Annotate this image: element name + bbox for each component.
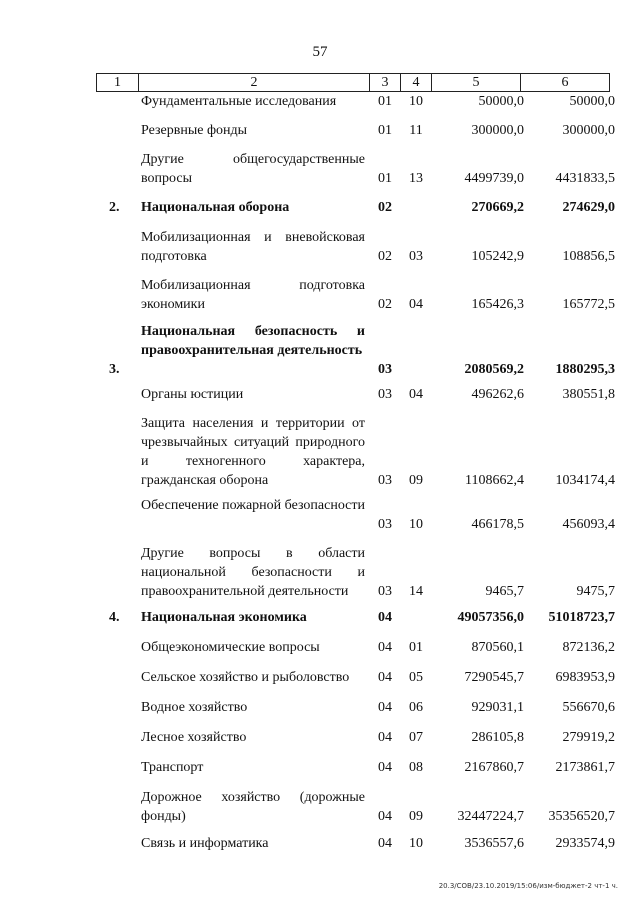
row-sum-2: 4431833,5 <box>555 171 615 186</box>
row-sum-2: 6983953,9 <box>555 670 615 685</box>
row-name: Дорожное хозяйство (дорожные фонды) <box>141 790 365 824</box>
row-razdel: 04 <box>378 809 392 824</box>
row-name: Другие вопросы в области национальной безопасности и правоохранительной деятельности <box>141 546 365 599</box>
row-sum-2: 50000,0 <box>569 94 615 109</box>
row-sum-1: 1108662,4 <box>465 473 524 488</box>
row-sum-2: 9475,7 <box>576 584 615 599</box>
row-sum-2: 300000,0 <box>562 123 615 138</box>
row-razdel: 02 <box>378 249 392 264</box>
footer-code: 20.3/СОВ/23.10.2019/15:06/изм-бюджет-2 чт-1 ч. <box>438 882 618 890</box>
row-podrazdel: 08 <box>409 760 423 775</box>
page-number: 57 <box>312 44 328 60</box>
row-razdel: 01 <box>378 94 392 109</box>
row-sum-1: 50000,0 <box>478 94 524 109</box>
row-sum-2: 872136,2 <box>562 640 615 655</box>
row-sum-2: 380551,8 <box>562 387 615 402</box>
row-sum-2: 274629,0 <box>562 200 615 215</box>
row-sum-2: 2933574,9 <box>555 836 615 851</box>
row-podrazdel: 09 <box>409 473 423 488</box>
row-sum-1: 32447224,7 <box>457 809 524 824</box>
row-sum-2: 279919,2 <box>562 730 615 745</box>
row-name: Общеэкономические вопросы <box>141 640 320 655</box>
row-sum-2: 1880295,3 <box>555 362 615 377</box>
row-podrazdel: 05 <box>409 670 423 685</box>
row-razdel: 04 <box>378 730 392 745</box>
row-razdel: 03 <box>378 473 392 488</box>
row-razdel: 03 <box>378 387 392 402</box>
row-podrazdel: 13 <box>409 171 423 186</box>
row-sum-2: 456093,4 <box>562 517 615 532</box>
row-sum-1: 2167860,7 <box>464 760 524 775</box>
row-sum-1: 105242,9 <box>471 249 524 264</box>
row-sum-1: 7290545,7 <box>464 670 524 685</box>
row-name: Лесное хозяйство <box>141 730 247 745</box>
row-sum-1: 496262,6 <box>471 387 524 402</box>
row-podrazdel: 09 <box>409 809 423 824</box>
row-sum-1: 4499739,0 <box>464 171 524 186</box>
row-sum-2: 2173861,7 <box>555 760 615 775</box>
row-name: Транспорт <box>141 760 204 775</box>
row-sum-2: 556670,6 <box>562 700 615 715</box>
row-podrazdel: 10 <box>409 836 423 851</box>
row-name: Национальная экономика <box>141 610 307 625</box>
header-col-5: 5 <box>432 74 521 91</box>
header-col-4: 4 <box>401 74 432 91</box>
row-podrazdel: 06 <box>409 700 423 715</box>
row-razdel: 03 <box>378 517 392 532</box>
row-sum-2: 1034174,4 <box>555 473 615 488</box>
header-col-1: 1 <box>97 74 139 91</box>
row-name: Обеспечение пожарной безопасности <box>141 498 366 513</box>
row-sum-1: 49057356,0 <box>457 610 524 625</box>
row-name: Защита населения и территории от чрезвычайных ситуаций природного и техногенного характера, гражданская оборона <box>141 416 365 488</box>
row-name: Сельское хозяйство и рыболовство <box>141 670 350 685</box>
row-razdel: 01 <box>378 171 392 186</box>
row-razdel: 01 <box>378 123 392 138</box>
row-podrazdel: 10 <box>409 94 423 109</box>
row-name: Мобилизационная подготовка экономики <box>141 278 365 312</box>
row-razdel: 04 <box>378 760 392 775</box>
row-name: Мобилизационная и вневойсковая подготовка <box>141 230 365 264</box>
row-sum-1: 270669,2 <box>471 200 524 215</box>
row-number: 3. <box>109 362 120 377</box>
row-podrazdel: 04 <box>409 387 423 402</box>
header-col-6: 6 <box>561 75 569 90</box>
row-sum-1: 165426,3 <box>471 297 524 312</box>
row-name: Фундаментальные исследования <box>141 94 337 109</box>
row-number: 2. <box>109 200 120 215</box>
header-col-2: 2 <box>139 74 370 91</box>
row-podrazdel: 03 <box>409 249 423 264</box>
row-sum-2: 108856,5 <box>562 249 615 264</box>
row-sum-1: 286105,8 <box>471 730 524 745</box>
row-sum-1: 870560,1 <box>471 640 524 655</box>
row-name: Связь и информатика <box>141 836 269 851</box>
row-razdel: 04 <box>378 610 392 625</box>
row-name: Другие общегосударственные вопросы <box>141 152 365 186</box>
row-razdel: 02 <box>378 200 392 215</box>
row-razdel: 03 <box>378 584 392 599</box>
row-razdel: 04 <box>378 670 392 685</box>
row-podrazdel: 04 <box>409 297 423 312</box>
row-sum-1: 9465,7 <box>485 584 524 599</box>
row-name: Национальная безопасность и правоохранительная деятельность <box>141 324 365 358</box>
row-podrazdel: 10 <box>409 517 423 532</box>
row-name: Водное хозяйство <box>141 700 248 715</box>
row-name: Резервные фонды <box>141 123 248 138</box>
row-razdel: 03 <box>378 362 392 377</box>
row-number: 4. <box>109 610 120 625</box>
row-name: Национальная оборона <box>141 200 290 215</box>
row-podrazdel: 14 <box>409 584 423 599</box>
row-sum-1: 300000,0 <box>471 123 524 138</box>
row-razdel: 02 <box>378 297 392 312</box>
row-podrazdel: 01 <box>409 640 423 655</box>
row-name: Органы юстиции <box>141 387 244 402</box>
row-sum-2: 35356520,7 <box>548 809 615 824</box>
row-sum-1: 466178,5 <box>471 517 524 532</box>
row-razdel: 04 <box>378 836 392 851</box>
row-razdel: 04 <box>378 640 392 655</box>
table-header <box>96 73 610 92</box>
header-col-3: 3 <box>370 74 401 91</box>
row-sum-2: 51018723,7 <box>548 610 615 625</box>
row-sum-1: 3536557,6 <box>464 836 524 851</box>
row-sum-2: 165772,5 <box>562 297 615 312</box>
row-razdel: 04 <box>378 700 392 715</box>
row-sum-1: 929031,1 <box>471 700 524 715</box>
row-sum-1: 2080569,2 <box>464 362 524 377</box>
row-podrazdel: 11 <box>409 123 423 138</box>
row-podrazdel: 07 <box>409 730 423 745</box>
